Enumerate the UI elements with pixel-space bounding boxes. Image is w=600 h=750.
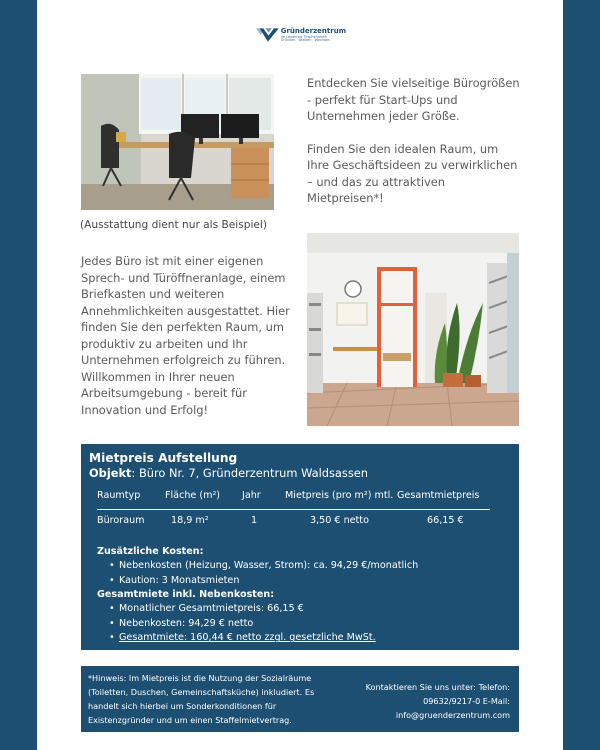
brand-logo bbox=[256, 22, 346, 48]
object-value: : Büro Nr. 7, Gründerzentrum Waldsassen bbox=[131, 466, 368, 480]
list-item: • Gesamtmiete: 160,44 € netto zzgl. gesetzliche MwSt. bbox=[109, 631, 511, 646]
room-photo bbox=[307, 233, 519, 426]
brand-name: Gründerzentrum bbox=[280, 26, 346, 35]
table-row bbox=[97, 515, 511, 535]
cell-year: 1 bbox=[251, 515, 258, 526]
brand-subtitle: im Landkreis Tirschenreuth bbox=[280, 34, 327, 39]
header-total-rent: Gesamtmietpreis bbox=[397, 490, 480, 501]
intro-paragraph-1: Entdecken Sie vielseitige Bürogrößen - perfekt für Start-Ups und Unternehmen jeder Größe. bbox=[307, 76, 520, 123]
logo-triangle-icon bbox=[256, 23, 279, 47]
note-text: *Hinweis: Im Mietpreis ist die Nutzung der Sozialräume (Toiletten, Duschen, Gemeinschaftsküche) inkludiert. Es handelt sich hierbei um Sonderkonditionen für Existenzgründer und um einen Staffelmietvertrag. bbox=[88, 673, 315, 725]
cell-area: 18,9 m² bbox=[171, 515, 209, 526]
list-item: • Nebenkosten (Heizung, Wasser, Strom): ca. 94,29 €/monatlich bbox=[109, 559, 511, 574]
right-side-bar bbox=[563, 0, 600, 750]
price-title: Mietpreis Aufstellung bbox=[89, 451, 238, 465]
price-table bbox=[89, 490, 511, 535]
contact-text: Kontaktieren Sie uns unter: Telefon: 09632/9217-0 E-Mail: info@gruenderzentrum.com bbox=[365, 682, 510, 720]
brand-locations: Gründen · Bleiben · Wachsen bbox=[280, 38, 330, 42]
object-line bbox=[89, 466, 511, 481]
total-rent-title: Gesamtmiete inkl. Nebenkosten: bbox=[97, 589, 275, 601]
cell-total-rent: 66,15 € bbox=[427, 515, 464, 526]
total-rent-list bbox=[109, 602, 511, 646]
extra-costs-list bbox=[109, 559, 511, 588]
extra-costs-title: Zusätzliche Kosten: bbox=[97, 546, 204, 557]
intro-text bbox=[307, 75, 522, 207]
list-item: • Monatlicher Gesamtmietpreis: 66,15 € bbox=[109, 602, 511, 617]
header-area: Fläche (m²) bbox=[165, 490, 221, 501]
list-item: • Nebenkosten: 94,29 € netto bbox=[109, 617, 511, 632]
object-label: Objekt bbox=[89, 466, 132, 480]
left-side-bar bbox=[0, 0, 37, 750]
cell-rent-per-sqm: 3,50 € netto bbox=[310, 515, 369, 526]
header-room-type: Raumtyp bbox=[97, 490, 141, 501]
header-year: Jahr bbox=[242, 490, 261, 501]
list-item: • Kaution: 3 Monatsmieten bbox=[109, 574, 511, 589]
logo-text bbox=[281, 28, 346, 43]
cell-room-type: Büroraum bbox=[97, 515, 145, 526]
image-caption: (Ausstattung dient nur als Beispiel) bbox=[80, 219, 268, 231]
price-table-header bbox=[97, 490, 490, 510]
intro-paragraph-2: Finden Sie den idealen Raum, um Ihre Geschäftsideen zu verwirklichen – und das zu attraktiven Mietpreisen*! bbox=[307, 141, 518, 205]
office-photo bbox=[81, 74, 274, 210]
note-box bbox=[81, 666, 519, 732]
header-rent-per-sqm: Mietpreis (pro m²) mtl. bbox=[285, 490, 394, 501]
description-text: Jedes Büro ist mit einer eigenen Sprech- und Türöffneranlage, einem Briefkasten und weiteren Annehmlichkeiten ausgestattet. Hier finden Sie den perfekten Raum, um produktiv zu arbeiten und Ihr Unternehmen erfolgreich zu führen. Willkommen in Ihrer neuen Arbeitsumgebung - bereit für Innovation und Erfolg! bbox=[81, 254, 290, 417]
price-overview-box bbox=[81, 444, 519, 650]
